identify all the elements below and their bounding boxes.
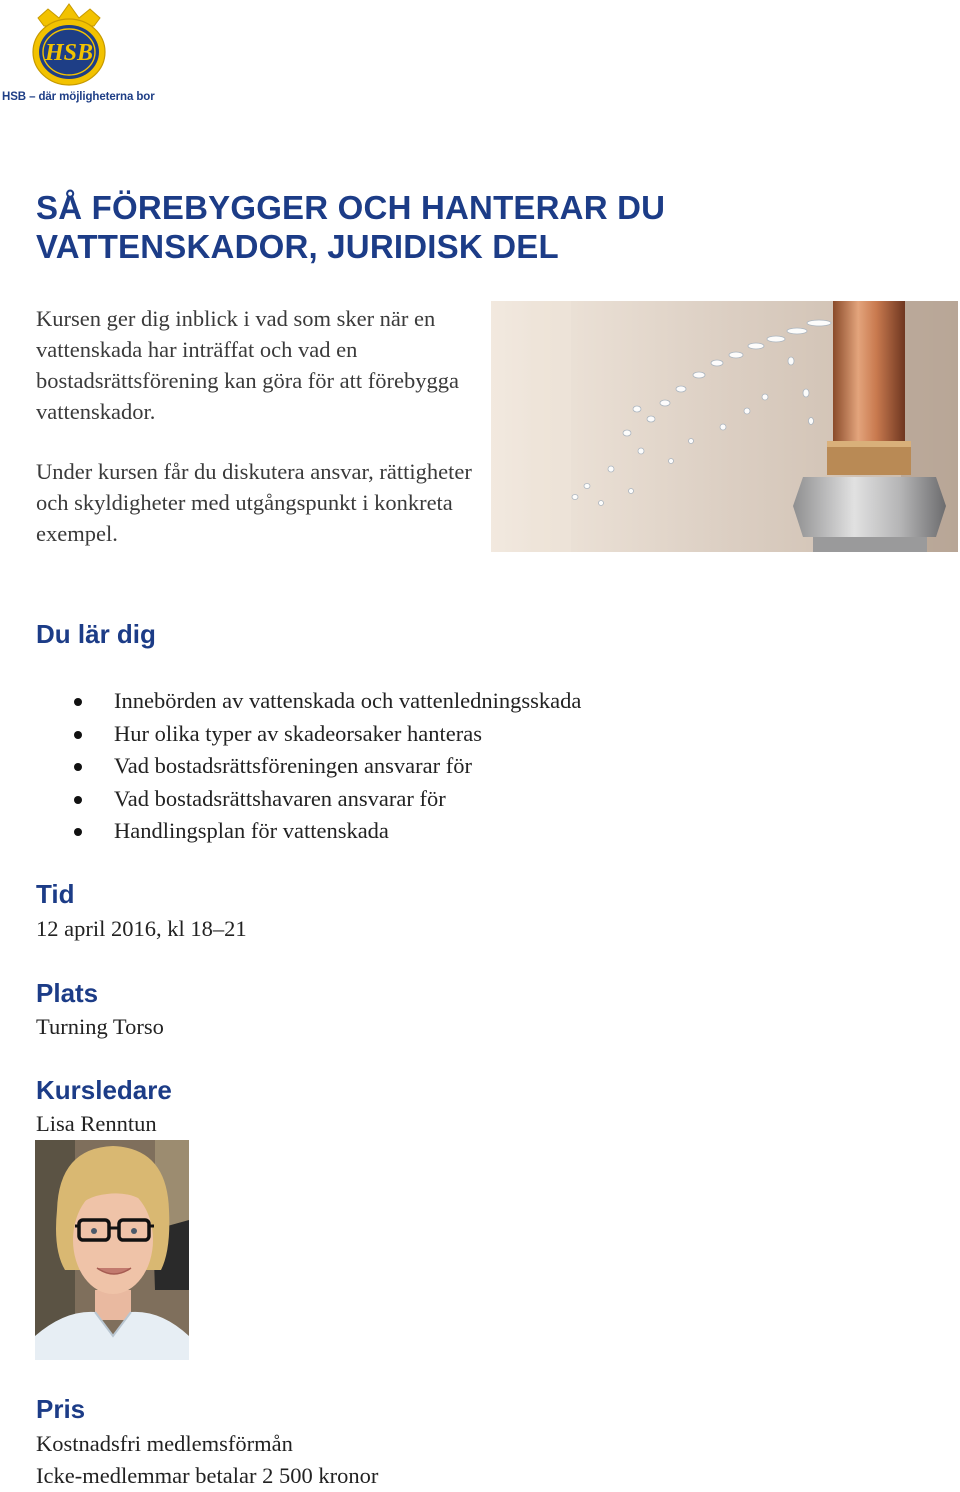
bullet-icon <box>74 763 82 771</box>
intro-paragraph-2: Under kursen får du diskutera ansvar, rättigheter och skyldigheter med utgångspunkt i konkreta exempel. <box>36 459 472 546</box>
time-value: 12 april 2016, kl 18–21 <box>36 916 247 941</box>
bullet-icon <box>74 796 82 804</box>
logo-tagline: HSB – där möjligheterna bor <box>2 91 155 103</box>
learn-heading: Du lär dig <box>36 619 156 649</box>
list-item <box>36 815 581 848</box>
bullet-icon <box>74 698 82 706</box>
bullet-icon <box>74 828 82 836</box>
list-item-text: Vad bostadsrättshavaren ansvarar för <box>114 785 446 811</box>
list-item-text: Innebörden av vattenskada och vattenledningsskada <box>114 688 582 713</box>
price-heading: Pris <box>36 1394 86 1424</box>
burst-pipe-photo <box>491 301 958 552</box>
list-item <box>36 783 581 816</box>
instructor-name: Lisa Renntun <box>36 1111 157 1136</box>
hsb-logo <box>0 0 160 112</box>
list-item-text: Hur olika typer av skadeorsaker hanteras <box>114 720 482 746</box>
list-item-text: Handlingsplan för vattenskada <box>114 818 389 844</box>
bullet-icon <box>74 731 82 739</box>
price-line-2: Icke-medlemmar betalar 2 500 kronor <box>36 1463 379 1488</box>
svg-text:HSB: HSB <box>44 40 94 66</box>
intro-paragraph-1: Kursen ger dig inblick i vad som sker när en vattenskada har inträffat och vad en bostadsrättsförening kan göra för att förebygga vattenskador. <box>36 306 459 424</box>
list-item <box>36 718 581 751</box>
place-value: Turning Torso <box>36 1014 164 1039</box>
instructor-photo <box>35 1140 189 1360</box>
list-item <box>36 685 581 718</box>
instructor-heading: Kursledare <box>36 1075 172 1105</box>
price-line-1: Kostnadsfri medlemsförmån <box>36 1431 293 1456</box>
hsb-emblem-icon <box>28 2 120 90</box>
list-item-text: Vad bostadsrättsföreningen ansvarar för <box>114 753 473 779</box>
learn-list <box>36 685 581 848</box>
place-heading: Plats <box>36 978 99 1008</box>
page-title: SÅ FÖREBYGGER OCH HANTERAR DU VATTENSKADOR, JURIDISK DEL <box>36 189 666 265</box>
intro-text <box>36 303 486 578</box>
list-item <box>36 750 581 783</box>
time-heading: Tid <box>36 879 75 909</box>
